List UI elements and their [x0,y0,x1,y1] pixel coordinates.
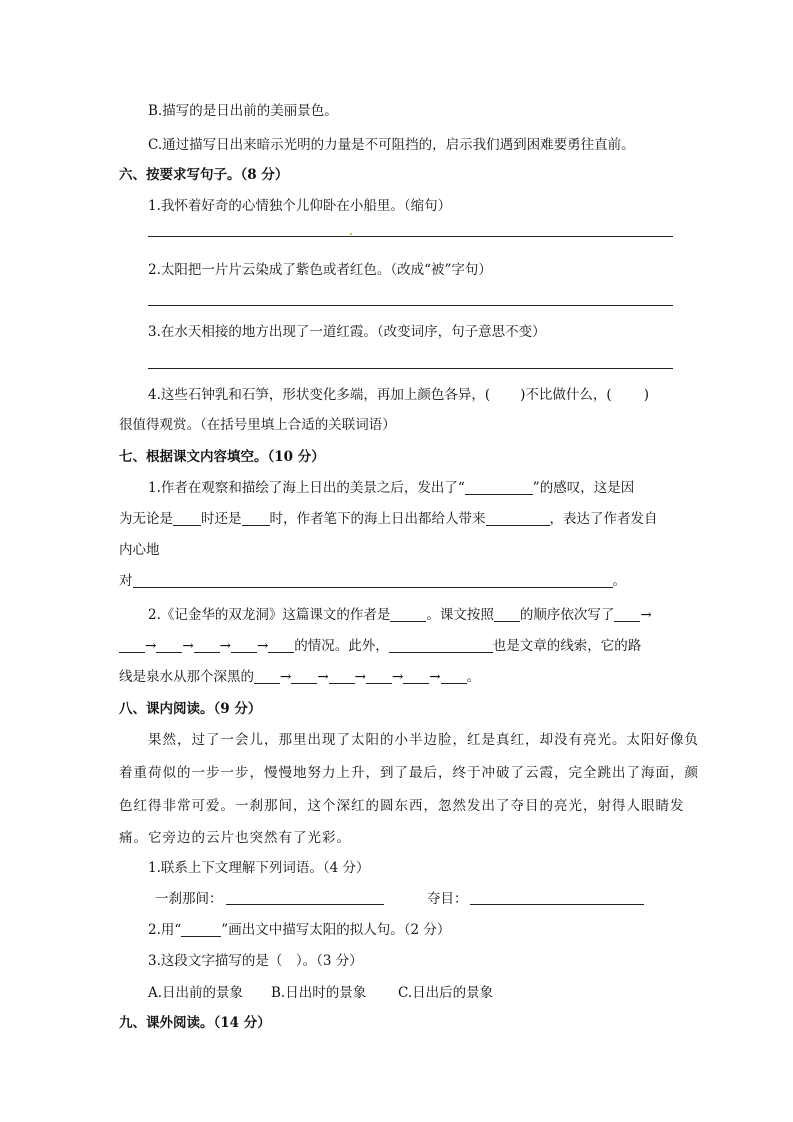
arrow-icon: → [145,638,157,654]
s8-question-1: 1.联系上下文理解下列词语。（4 分） [148,860,370,876]
blank-route-2[interactable] [291,669,317,684]
blank-route-6[interactable] [441,669,467,684]
s7-q1-text-f: ，表达了作者发自 [549,511,658,527]
blank-time-2[interactable] [242,511,270,526]
answer-line-s6-q1[interactable] [148,236,673,237]
s6-question-3: 3.在水天相接的地方出现了一道红霞。（改变词序，句子意思不变） [148,324,546,340]
s7-q2-text-b: 。课文按照 [426,607,494,623]
blank-order[interactable] [494,607,520,622]
s7-q2-text-g: 。 [466,669,481,685]
blank-place-3[interactable] [156,638,182,653]
s6-question-2: 2.太阳把一片片云染成了紫色或者红色。（改成“被”字句） [148,262,492,278]
s8-question-3: 3.这段文字描写的是（ ）。（3 分） [148,953,363,969]
s7-q1-text-d: 时还是 [201,511,242,527]
s6-q4-part-a: 4.这些石钟乳和石笋，形状变化多端，再加上颜色各异，( [148,387,491,403]
blank-clue[interactable] [389,638,493,653]
option-b: B.描写的是日出前的美丽景色。 [148,103,338,119]
blank-brings[interactable] [486,511,550,526]
stray-mark [350,233,352,235]
s7-q2-text-c: 的顺序依次写了 [519,607,615,623]
blank-author[interactable] [390,607,426,622]
s7-question-2-line2 [119,636,641,656]
s8-q2-text-a: 2.用“ [148,922,182,938]
blank-route-4[interactable] [366,669,392,684]
answer-line-s6-q2[interactable] [148,305,673,306]
s7-question-1-line2 [119,509,658,529]
answer-line-term-1[interactable] [226,904,384,905]
passage-line-3: 色红得非常可爱。一刹那间，这个深红的圆东西，忽然发出了夺目的亮光，射得人眼睛发 [119,798,685,814]
arrow-icon: → [391,669,404,685]
passage-line-1: 果然，过了一会儿，那里出现了太阳的小半边脸，红是真红，却没有亮光。太阳好像负 [148,732,699,748]
s7-q1-text-b: ”的感叹，这是因 [532,480,635,496]
s7-q2-text-d: 的情况。此外， [294,638,389,654]
s8-question-2 [148,920,450,940]
s6-q4-part-c: ) [643,387,649,403]
s6-question-1: 1.我怀着好奇的心情独个儿仰卧在小船里。（缩句） [148,198,452,214]
s7-question-1-line1 [148,478,634,498]
blank-place-2[interactable] [119,638,145,653]
s7-q2-text-a: 2.《记金华的双龙洞》这篇课文的作者是 [148,607,391,623]
section-6-heading: 六、按要求写句子。（8 分） [119,167,289,183]
term-2-label: 夺目： [427,891,468,907]
section-8-heading: 八、课内阅读。（9 分） [119,701,262,717]
s7-q1-text-i: 。 [612,573,626,589]
arrow-icon: → [256,638,269,654]
s7-q2-text-f: 线是泉水从那个深黑的 [119,669,254,685]
arrow-icon: → [182,638,194,654]
s7-question-2-line3 [119,667,480,687]
blank-exclamation[interactable] [465,480,533,495]
term-1-label: 一刹那间： [155,891,223,907]
blank-place-4[interactable] [194,638,220,653]
arrow-icon: → [640,607,652,623]
s8-q2-text-b: ”画出文中描写太阳的拟人句。（2 分） [221,922,451,938]
section-7-heading: 七、根据课文内容填空。（10 分） [119,449,325,465]
arrow-icon: → [317,669,329,685]
s7-q1-text-a: 1.作者在观察和描绘了海上日出的美景之后，发出了“ [148,480,465,496]
answer-line-s6-q3[interactable] [148,368,673,369]
blank-place-1[interactable] [614,607,640,622]
arrow-icon: → [354,669,366,685]
option-c: C.通过描写日出来暗示光明的力量是不可阻挡的，启示我们遇到困难要勇往直前。 [148,137,635,153]
passage-line-2: 着重荷似的一步一步，慢慢地努力上升，到了最后，终于冲破了云霞，完全跳出了海面，颜 [119,765,699,781]
arrow-icon: → [429,669,441,685]
section-9-heading: 九、课外阅读。（14 分） [119,1015,271,1031]
passage-line-4: 痛。它旁边的云片也突然有了光彩。 [119,830,351,846]
blank-route-1[interactable] [254,669,280,684]
s6-q4-part-b: )不比做什么，( [520,387,612,403]
option-c-scene[interactable]: C.日出后的景象 [398,985,494,1001]
blank-route-3[interactable] [329,669,355,684]
s7-q1-text-h: 对 [119,573,133,589]
blank-place-6[interactable] [268,638,294,653]
s7-q2-text-e: 也是文章的线索，它的路 [492,638,642,654]
s6-question-4-cont: 很值得观赏。（在括号里填上合适的关联词语） [119,417,396,433]
blank-time-1[interactable] [173,511,201,526]
answer-line-term-2[interactable] [470,904,644,905]
s7-question-2-line1 [148,605,652,625]
option-b-scene[interactable]: B.日出时的景象 [271,985,367,1001]
blank-route-5[interactable] [403,669,429,684]
s7-q1-text-c: 为无论是 [119,511,173,527]
s6-question-4 [148,385,649,405]
blank-place-5[interactable] [231,638,257,653]
s7-question-1-line3: 内心地 [119,542,160,558]
blank-feeling[interactable] [133,573,613,588]
arrow-icon: → [219,638,231,654]
underline-sample [181,922,221,937]
s7-question-1-line4 [119,571,626,591]
s7-q1-text-e: 时，作者笔下的海上日出都给人带来 [269,511,486,527]
arrow-icon: → [280,669,292,685]
option-a[interactable]: A.日出前的景象 [148,985,244,1001]
